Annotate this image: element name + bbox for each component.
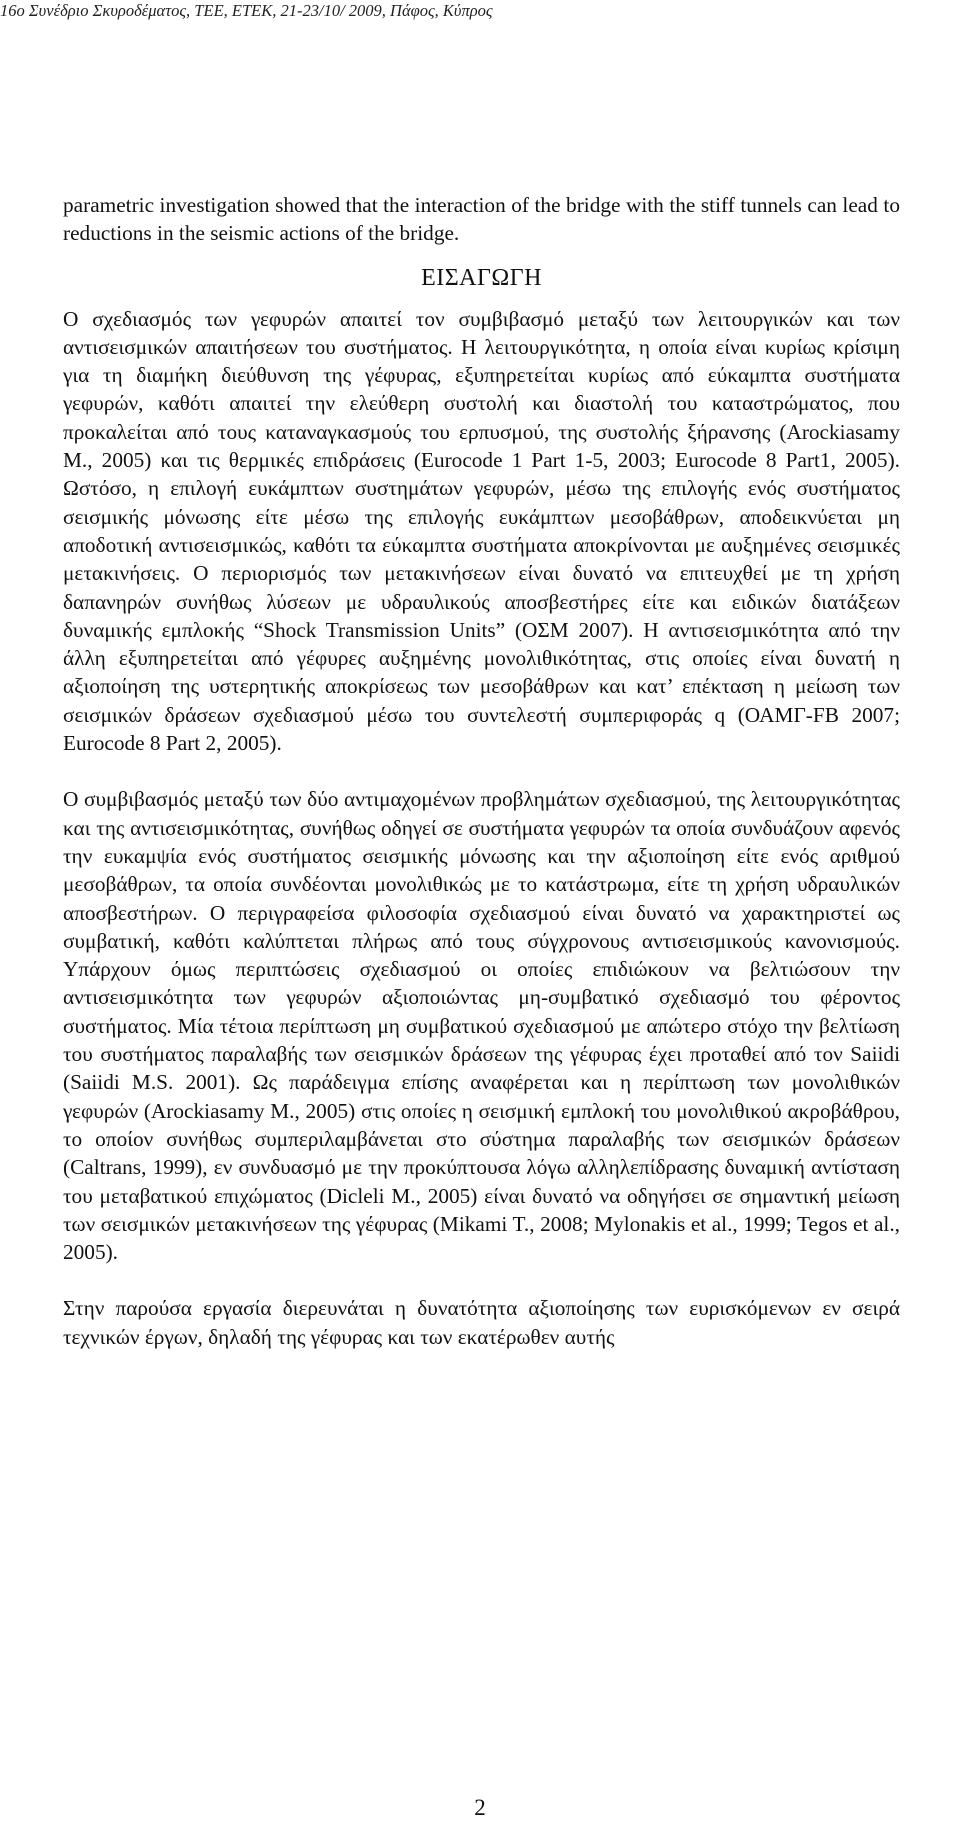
abstract-tail-paragraph: parametric investigation showed that the interaction of the bridge with the stiff tunnels can lead to reductions in the seismic actions of the bridge. (63, 193, 900, 246)
body-paragraph: Ο σχεδιασμός των γεφυρών απαιτεί τον συμβιβασμό μεταξύ των λειτουργικών και των αντισεισμικών απαιτήσεων του συστήματος. Η λειτουργικότητα, η οποία είναι κυρίως κρίσιμη για τη διαμήκη διεύθυνση της γέφυρας, εξυπηρετείται κυρίως από εύκαμπτα συστήματα γεφυρών, καθότι απαιτεί την ελεύθερη συστολή και διαστολή του καταστρώματος, που προκαλείται από τους καταναγκασμούς του ερπυσμού, της συστολής ξήρανσης (Arockiasamy M., 2005) και τις θερμικές επιδράσεις (Eurocode 1 Part 1-5, 2003; Eurocode 8 Part1, 2005). Ωστόσο, η επιλογή ευκάμπτων συστημάτων γεφυρών, μέσω της επιλογής ενός συστήματος σεισμικής μόνωσης είτε μέσω της επιλογής ευκάμπτων μεσοβάθρων, αποδεικνύεται μη αποδοτική αντισεισμικώς, καθότι τα εύκαμπτα συστήματα αποκρίνονται με αυξημένες σεισμικές μετακινήσεις. Ο περιορισμός των μετακινήσεων είναι δυνατό να επιτευχθεί με τη χρήση δαπανηρών συνήθως λύσεων με υδραυλικούς αποσβεστήρες είτε και ειδικών διατάξεων δυναμικής εμπλοκής “Shock Transmission Units” (ΟΣΜ 2007). Η αντισεισμικότητα από την άλλη εξυπηρετείται από γέφυρες αυξημένης μονολιθικότητας, στις οποίες είναι δυνατή η αξιοποίηση της υστερητικής αποκρίσεως των μεσοβάθρων και κατ’ επέκταση η μείωση των σεισμικών δράσεων σχεδιασμού μέσω του συντελεστή συμπεριφοράς q (ΟΑΜΓ-FB 2007; Eurocode 8 Part 2, 2005). (63, 306, 900, 756)
page-number: 2 (474, 1795, 486, 1820)
body-paragraph: Ο συμβιβασμός μεταξύ των δύο αντιμαχομένων προβλημάτων σχεδιασμού, της λειτουργικότητας και της αντισεισμικότητας, συνήθως οδηγεί σε συστήματα γεφυρών τα οποία συνδυάζουν αφενός την ευκαμψία ενός συστήματος σεισμικής μόνωσης και την αξιοποίηση είτε ενός αριθμού μεσοβάθρων, τα οποία συνδέονται μονολιθικώς με το κατάστρωμα, είτε τη χρήση υδραυλικών αποσβεστήρων. Ο περιγραφείσα φιλοσοφία σχεδιασμού είναι δυνατό να χαρακτηριστεί ως συμβατική, καθότι καλύπτεται πλήρως από τους σύγχρονους αντισεισμικούς κανονισμούς. Υπάρχουν όμως περιπτώσεις σχεδιασμού οι οποίες επιδιώκουν να βελτιώσουν την αντισεισμικότητα των γεφυρών αξιοποιώντας μη-συμβατικό σχεδιασμό του φέροντος συστήματος. Μία τέτοια περίπτωση μη συμβατικού σχεδιασμού με απώτερο στόχο την βελτίωση του συστήματος παραλαβής των σεισμικών δράσεων της γέφυρας έχει προταθεί από τον Saiidi (Saiidi M.S. 2001). Ως παράδειγμα επίσης αναφέρεται και η περίπτωση των μονολιθικών γεφυρών (Arockiasamy M., 2005) στις οποίες η σεισμική εμπλοκή του μονολιθικού ακροβάθρου, το οποίον συνήθως συμπεριλαμβάνεται στο σύστημα παραλαβής των σεισμικών δράσεων (Caltrans, 1999), εν συνδυασμό με την προκύπτουσα λόγω αλληλεπίδρασης δυναμική αντίσταση του μεταβατικού επιχώματος (Dicleli M., 2005) είναι δυνατό να οδηγήσει σε σημαντική μείωση των σεισμικών μετακινήσεων της γέφυρας (Mikami T., 2008; Mylonakis et al., 1999; Tegos et al., 2005). (63, 787, 900, 1265)
body-paragraph: Στην παρούσα εργασία διερευνάται η δυνατότητα αξιοποίησης των ευρισκόμενων εν σειρά τεχνικών έργων, δηλαδή της γέφυρας και των εκατέρωθεν αυτής (63, 1296, 900, 1349)
document-body (63, 191, 900, 1351)
section-heading: ΕΙΣΑΓΩΓΗ (421, 264, 542, 291)
conference-running-header: 16ο Συνέδριο Σκυροδέματος, ΤΕΕ, ΕΤΕΚ, 21-23/10/ 2009, Πάφος, Κύπρος (0, 1, 493, 20)
